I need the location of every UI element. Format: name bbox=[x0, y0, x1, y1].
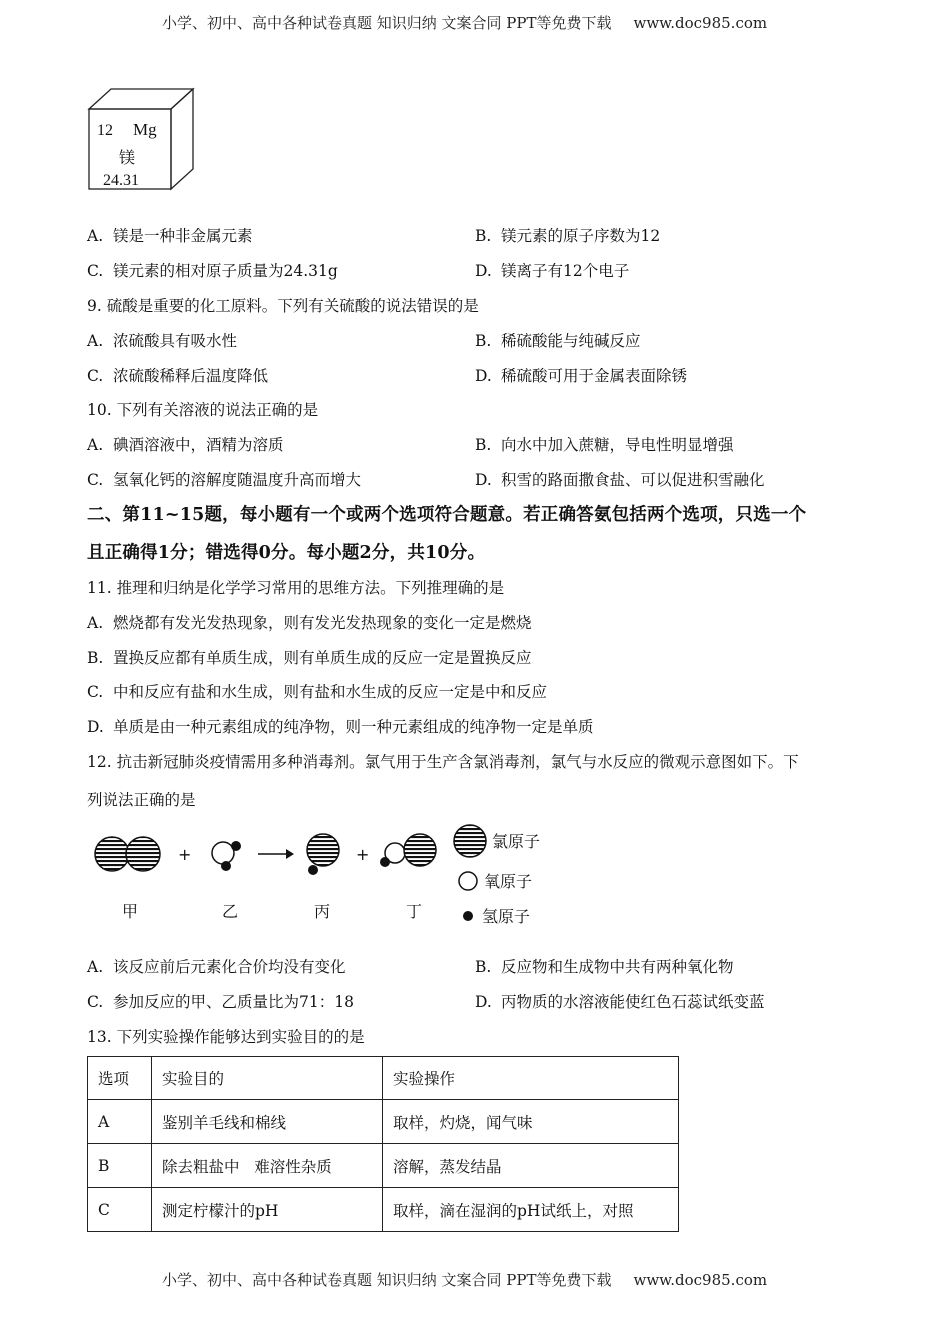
experiment-table bbox=[87, 1056, 679, 1232]
oxygen-atom-icon bbox=[459, 872, 477, 890]
q10-option-d: D. 积雪的路面撒食盐、可以促进积雪融化 bbox=[475, 471, 765, 489]
q9-option-b: B. 稀硫酸能与纯碱反应 bbox=[475, 332, 641, 350]
plus-sign-1: + bbox=[178, 845, 192, 864]
q11-stem: 11. 推理和归纳是化学学习常用的思维方法。下列推理确的是 bbox=[87, 579, 505, 597]
cell-option: A bbox=[88, 1100, 152, 1144]
q12-stem-line1: 12. 抗击新冠肺炎疫情需用多种消毒剂。氯气用于生产含氯消毒剂，氯气与水反应的微观示意图如下。下 bbox=[87, 753, 799, 771]
q10-option-a: A. 碘酒溶液中，酒精为溶质 bbox=[87, 436, 284, 454]
table-row bbox=[88, 1100, 679, 1144]
q12-stem-line2: 列说法正确的是 bbox=[87, 791, 196, 809]
q9-option-d: D. 稀硫酸可用于金属表面除锈 bbox=[475, 367, 688, 385]
reaction-arrow-icon bbox=[258, 849, 294, 859]
molecule-bing bbox=[307, 834, 339, 875]
cell-operation: 取样，滴在湿润的pH试纸上，对照 bbox=[383, 1188, 679, 1232]
legend bbox=[454, 825, 540, 926]
footer-url[interactable]: www.doc985.com bbox=[633, 1271, 768, 1289]
q12-option-b: B. 反应物和生成物中共有两种氧化物 bbox=[475, 958, 734, 976]
legend-chlorine: 氯原子 bbox=[492, 832, 541, 851]
q9-stem: 9. 硫酸是重要的化工原料。下列有关硫酸的说法错误的是 bbox=[87, 297, 479, 315]
q9-option-c: C. 浓硫酸稀释后温度降低 bbox=[87, 367, 269, 385]
tile-symbol: Mg bbox=[133, 120, 157, 139]
label-ding: 丁 bbox=[406, 902, 423, 921]
q9-option-a: A. 浓硫酸具有吸水性 bbox=[87, 332, 238, 350]
table-header-row bbox=[88, 1057, 679, 1100]
header-purpose: 实验目的 bbox=[152, 1057, 383, 1100]
q8-option-d: D. 镁离子有12个电子 bbox=[475, 262, 630, 280]
cell-purpose: 除去粗盐中 难溶性杂质 bbox=[152, 1144, 383, 1188]
q12-option-d: D. 丙物质的水溶液能使红色石蕊试纸变蓝 bbox=[475, 993, 765, 1011]
q8-option-b: B. 镁元素的原子序数为12 bbox=[475, 227, 661, 245]
page-header bbox=[162, 12, 767, 33]
header-operation: 实验操作 bbox=[383, 1057, 679, 1100]
magnesium-element-tile bbox=[87, 87, 195, 191]
q10-option-b: B. 向水中加入蔗糖，导电性明显增强 bbox=[475, 436, 734, 454]
label-yi: 乙 bbox=[222, 902, 239, 921]
q13-stem: 13. 下列实验操作能够达到实验目的的是 bbox=[87, 1028, 365, 1046]
cell-option: B bbox=[88, 1144, 152, 1188]
hydrogen-atom-icon bbox=[463, 911, 473, 921]
header-option: 选项 bbox=[88, 1057, 152, 1100]
cell-purpose: 测定柠檬汁的pH bbox=[152, 1188, 383, 1232]
tile-atomic-number: 12 bbox=[97, 122, 113, 139]
section2-heading-line1: 二、第11~15题，每小题有一个或两个选项符合题意。若正确答氨包括两个选项，只选一个 bbox=[87, 505, 807, 525]
q10-stem: 10. 下列有关溶液的说法正确的是 bbox=[87, 401, 319, 419]
q8-option-c: C. 镁元素的相对原子质量为24.31g bbox=[87, 262, 338, 280]
cell-operation: 溶解，蒸发结晶 bbox=[383, 1144, 679, 1188]
q11-option-a: A. 燃烧都有发光发热现象，则有发光发热现象的变化一定是燃烧 bbox=[87, 614, 532, 632]
q12-option-c: C. 参加反应的甲、乙质量比为71：18 bbox=[87, 993, 354, 1011]
label-jia: 甲 bbox=[122, 902, 139, 921]
cell-operation: 取样，灼烧，闻气味 bbox=[383, 1100, 679, 1144]
q12-option-a: A. 该反应前后元素化合价均没有变化 bbox=[87, 958, 346, 976]
q11-option-d: D. 单质是由一种元素组成的纯净物，则一种元素组成的纯净物一定是单质 bbox=[87, 718, 594, 736]
section2-heading-line2: 且正确得1分；错选得0分。每小题2分，共10分。 bbox=[87, 543, 486, 563]
page-footer bbox=[162, 1269, 767, 1290]
cell-purpose: 鉴别羊毛线和棉线 bbox=[152, 1100, 383, 1144]
molecule-jia bbox=[95, 837, 160, 871]
tile-name: 镁 bbox=[119, 150, 136, 167]
q11-option-c: C. 中和反应有盐和水生成，则有盐和水生成的反应一定是中和反应 bbox=[87, 683, 548, 701]
q10-option-c: C. 氢氧化钙的溶解度随温度升高而增大 bbox=[87, 471, 362, 489]
q11-option-b: B. 置换反应都有单质生成，则有单质生成的反应一定是置换反应 bbox=[87, 649, 532, 667]
plus-sign-2: + bbox=[356, 845, 370, 864]
header-text: 小学、初中、高中各种试卷真题 知识归纳 文案合同 PPT等免费下载 bbox=[162, 14, 612, 32]
tile-mass: 24.31 bbox=[103, 172, 139, 189]
q8-option-a: A. 镁是一种非金属元素 bbox=[87, 227, 253, 245]
header-url[interactable]: www.doc985.com bbox=[633, 14, 768, 32]
cell-option: C bbox=[88, 1188, 152, 1232]
legend-oxygen: 氧原子 bbox=[484, 872, 533, 891]
label-bing: 丙 bbox=[314, 902, 331, 921]
molecule-ding bbox=[380, 834, 436, 867]
legend-hydrogen: 氢原子 bbox=[482, 907, 531, 926]
reaction-diagram bbox=[88, 820, 568, 932]
table-row bbox=[88, 1144, 679, 1188]
chlorine-atom-icon bbox=[454, 825, 486, 857]
table-row bbox=[88, 1188, 679, 1232]
footer-text: 小学、初中、高中各种试卷真题 知识归纳 文案合同 PPT等免费下载 bbox=[162, 1271, 612, 1289]
molecule-yi bbox=[212, 841, 241, 871]
